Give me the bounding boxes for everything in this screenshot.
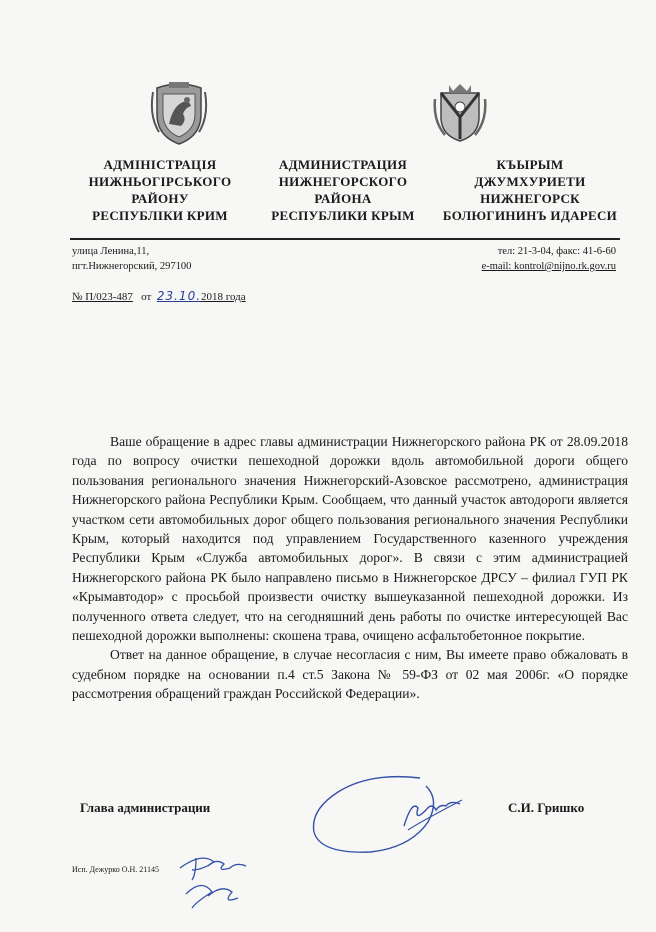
header-crimean-tatar-line: БОЛЮГИНИНЪ ИДАРЕСИ xyxy=(442,208,618,223)
reference-from-label: от xyxy=(141,291,152,303)
header-ukrainian-line: НИЖНЬОГІРСЬКОГО xyxy=(88,174,232,189)
signatory-title: Глава администрации xyxy=(80,800,211,815)
header-russian xyxy=(253,156,433,224)
header-russian-line: НИЖНЕГОРСКОГО xyxy=(278,174,408,189)
address-town: пгт.Нижнегорский, 297100 xyxy=(72,261,192,272)
letter-reference xyxy=(72,289,246,303)
header-russian-line: АДМИНИСТРАЦИЯ xyxy=(278,157,408,172)
header-russian-line: РАЙОНА xyxy=(314,191,372,206)
header-crimean-tatar xyxy=(435,156,625,224)
phone-fax: тел: 21-3-04, факс: 41-6-60 xyxy=(497,246,616,257)
postal-address xyxy=(72,244,191,274)
reference-year: 2018 года xyxy=(201,291,246,303)
reference-date-handwritten: 23.10. xyxy=(156,289,202,303)
header-crimean-tatar-line: ДЖУМХУРИЕТИ xyxy=(474,174,586,189)
header-divider xyxy=(70,238,620,240)
executor-signature xyxy=(172,848,252,918)
reference-number: № П/023-487 xyxy=(72,291,133,303)
head-signature xyxy=(300,770,475,865)
email-address[interactable]: e-mail: kontrol@nijno.rk.gov.ru xyxy=(481,261,616,272)
header-russian-line: РЕСПУБЛИКИ КРЫМ xyxy=(271,208,415,223)
body-paragraph: Ваше обращение в адрес главы администрации Нижнегорского района РК от 28.09.2018 года по вопросу очистки пешеходной дорожки вдоль автомобильной дороги общего пользования регионального значения Нижнегорский-Азовское рассмотрено, администрация Нижнегорского района Республики Крым. Сообщаем, что данный участок автодороги является участком сети автомобильных дорог общего пользования регионального значения Республики Крым, который находится под управлением Государственного казенного учреждения Республики Крым «Служба автомобильных дорог». В связи с этим администрацией Нижнегорского района РК было направлено письмо в Нижнегорское ДРСУ – филиал ГУП РК «Крымавтодор» с просьбой произвести очистку вышеуказанной пешеходной дорожки. Из полученного ответа следует, что на сегодняшний день работы по очистке интересующей Вас пешеходной дорожки выполнены: скошена трава, очищено асфальтобетонное покрытие. xyxy=(72,434,628,644)
header-ukrainian-line: РАЙОНУ xyxy=(131,191,189,206)
header-crimean-tatar-line: НИЖНЕГОРСК xyxy=(480,191,580,206)
signatory-name: С.И. Гришко xyxy=(508,800,585,815)
header-ukrainian xyxy=(70,156,250,224)
header-crimean-tatar-line: КЪЫРЫМ xyxy=(496,157,564,172)
district-coat-of-arms-icon xyxy=(431,83,489,143)
header-ukrainian-line: АДМІНІСТРАЦІЯ xyxy=(103,157,217,172)
body-paragraph: Ответ на данное обращение, в случае несогласия с ним, Вы имеете право обжаловать в судебном порядке на основании п.4 ст.5 Закона № 59-ФЗ от 02 мая 2006г. «О порядке рассмотрения обращений граждан Российской Федерации». xyxy=(72,647,628,702)
address-street: улица Ленина,11, xyxy=(72,246,150,257)
executor-note: Исп. Дежурко О.Н. 21145 xyxy=(72,865,159,874)
crimea-coat-of-arms-icon xyxy=(149,80,209,146)
contact-info xyxy=(482,244,616,274)
letter-body xyxy=(72,432,628,704)
header-ukrainian-line: РЕСПУБЛІКИ КРИМ xyxy=(92,208,228,223)
